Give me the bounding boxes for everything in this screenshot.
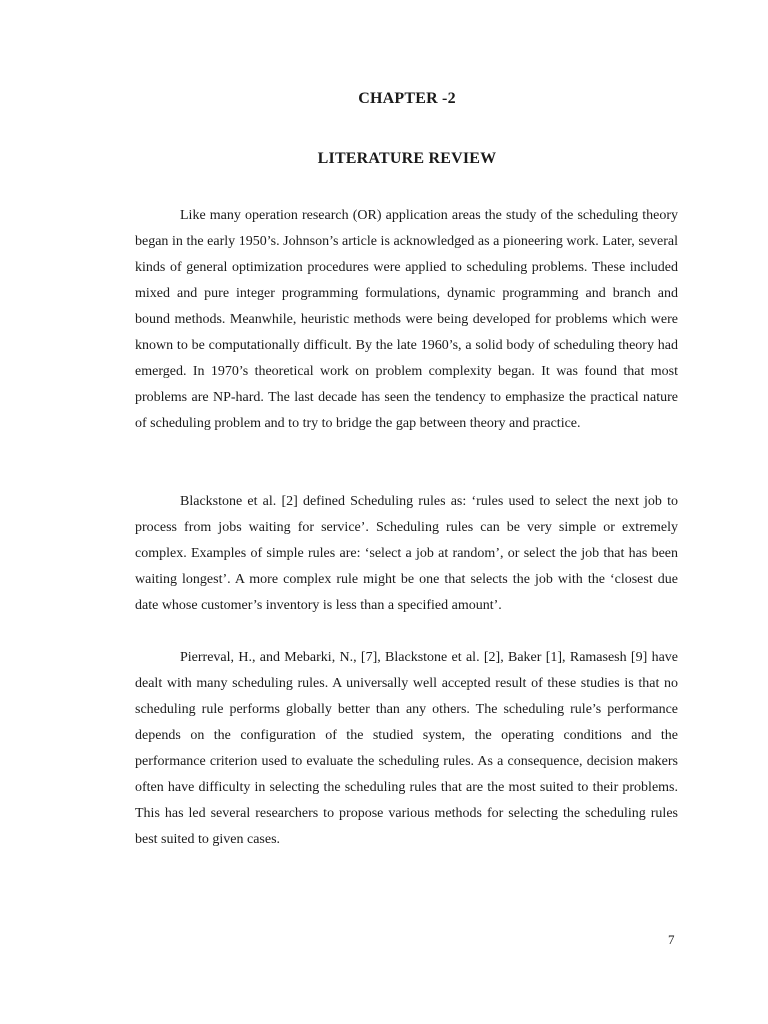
paragraph-2: Blackstone et al. [2] defined Scheduling rules as: ‘rules used to select the next job to process from jobs waiting for service’. Scheduling rules can be very simple or extremely complex. Examples of simple rules are: ‘select a job at random’, or select the job that has been waiting longest’. A more complex rule might be one that selects the job with the ‘closest due date whose customer’s inventory is less than a specified amount’. xyxy=(135,494,678,613)
chapter-heading: CHAPTER -2 xyxy=(358,90,456,107)
section-title: LITERATURE REVIEW xyxy=(317,150,497,167)
page-number: 7 xyxy=(668,932,675,947)
paragraph-1: Like many operation research (OR) application areas the study of the scheduling theory began in the early 1950’s. Johnson’s article is acknowledged as a pioneering work. Later, several kinds of general optimization procedures were applied to scheduling problems. These included mixed and pure integer programming formulations, dynamic programming and branch and bound methods. Meanwhile, heuristic methods were being developed for problems which were known to be computationally difficult. By the late 1960’s, a solid body of scheduling theory had emerged. In 1970’s theoretical work on problem complexity began. It was found that most problems are NP-hard. The last decade has seen the tendency to emphasize the practical nature of scheduling problem and to try to bridge the gap between theory and practice. xyxy=(135,208,678,431)
paragraph-3: Pierreval, H., and Mebarki, N., [7], Blackstone et al. [2], Baker [1], Ramasesh [9] have dealt with many scheduling rules. A universally well accepted result of these studies is that no scheduling rule performs globally better than any others. The scheduling rule’s performance depends on the configuration of the studied system, the operating conditions and the performance criterion used to evaluate the scheduling rules. As a consequence, decision makers often have difficulty in selecting the scheduling rules that are the most suited to their problems. This has led several researchers to propose various methods for selecting the scheduling rules best suited to given cases. xyxy=(135,650,678,847)
